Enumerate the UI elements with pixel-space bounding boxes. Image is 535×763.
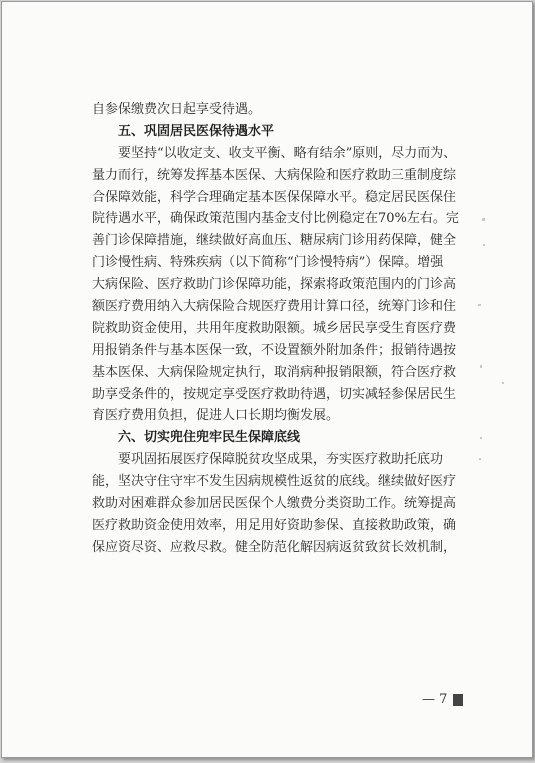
text-line: 合保障效能，科学合理确定基本医保保障水平。稳定居民医保住 xyxy=(92,189,457,205)
text-line: 要巩固拓展医疗保障脱贫攻坚成果，夯实医疗救助托底功 xyxy=(118,452,444,468)
text-line: 自参保缴费次日起享受待遇。 xyxy=(92,102,262,117)
scan-speck xyxy=(482,218,485,221)
scan-speck xyxy=(480,437,482,439)
body-text xyxy=(92,99,472,559)
scan-speck xyxy=(480,365,482,368)
page-number: — 7 xyxy=(422,692,448,707)
scan-speck xyxy=(479,458,481,460)
scan-speck xyxy=(502,382,504,384)
scan-speck xyxy=(483,244,485,246)
page-footer xyxy=(422,692,463,707)
text-line: 额医疗费用纳入大病保险合规医疗费用计算口径，统筹门诊和住 xyxy=(92,299,457,315)
text-line: 救助对困难群众参加居民医保个人缴费分类资助工作。统筹提高 xyxy=(92,496,457,512)
text-line: 院救助资金使用，共用年度救助限额。城乡居民享受生育医疗费 xyxy=(92,320,457,336)
text-line: 院待遇水平，确保政策范围内基金支付比例稳定在70%左右。完 xyxy=(92,211,459,227)
text-line: 门诊慢性病、特殊疾病（以下简称“门诊慢特病”）保障。增强 xyxy=(92,255,444,271)
text-line: 医疗救助资金使用效率，用足用好资助参保、直接救助政策，确 xyxy=(92,517,457,533)
section-heading: 五、巩固居民医保待遇水平 xyxy=(118,123,275,139)
page-marker-square xyxy=(453,694,463,706)
text-line: 量力而行，统筹发挥基本医保、大病保险和医疗救助三重制度综 xyxy=(92,167,457,183)
text-line: 用报销条件与基本医保一致，不设置额外附加条件；报销待遇按 xyxy=(92,342,457,358)
scan-speck xyxy=(478,304,481,306)
text-line: 要坚持“以收定支、收支平衡、略有结余”原则，尽力而为、 xyxy=(118,145,457,161)
text-line: 善门诊保障措施，继续做好高血压、糖尿病门诊用药保障，健全 xyxy=(92,233,457,249)
text-line: 保应资尽资、应救尽救。健全防范化解因病返贫致贫长效机制， xyxy=(92,539,457,555)
text-line: 育医疗费用负担，促进人口长期均衡发展。 xyxy=(92,408,340,424)
text-line: 能，坚决守住守牢不发生因病规模性返贫的底线。继续做好医疗 xyxy=(92,474,457,490)
text-line: 基本医保、大病保险规定执行，取消病种报销限额，符合医疗救 xyxy=(92,364,457,380)
text-line: 大病保险、医疗救助门诊保障功能，探索将政策范围内的门诊高 xyxy=(92,277,457,293)
text-line: 助享受条件的，按规定享受医疗救助待遇，切实减轻参保居民生 xyxy=(92,386,457,402)
document-page xyxy=(1,1,533,758)
section-heading: 六、切实兜住兜牢民生保障底线 xyxy=(118,430,301,446)
